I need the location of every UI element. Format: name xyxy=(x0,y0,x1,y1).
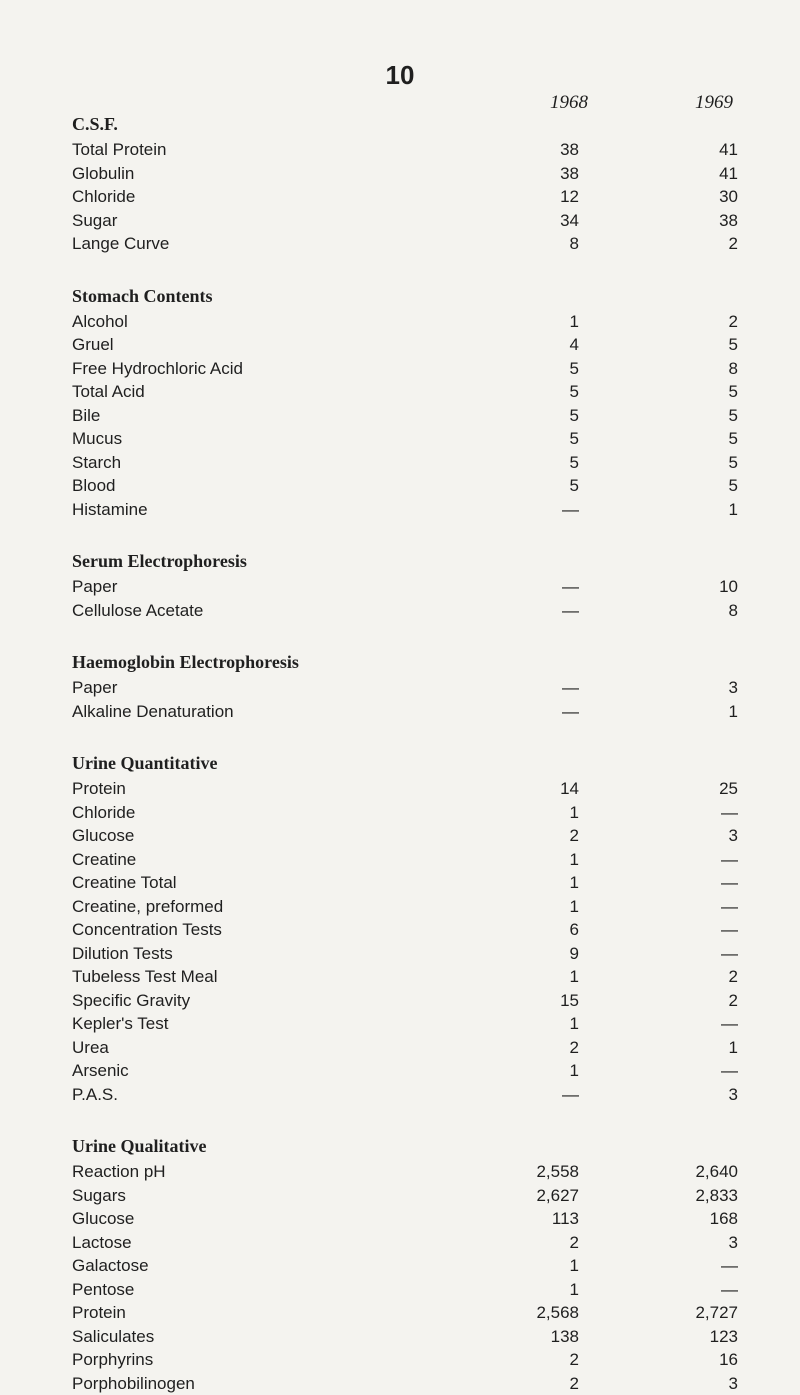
value-1968: 1 xyxy=(570,895,579,919)
table-row xyxy=(72,162,752,186)
section-title: Urine Quantitative xyxy=(72,749,752,777)
table-row xyxy=(72,1160,752,1184)
test-name: Lactose xyxy=(72,1231,132,1255)
test-name: Sugar xyxy=(72,209,117,233)
table-row xyxy=(72,848,752,872)
test-name: Starch xyxy=(72,451,121,475)
value-1968: — xyxy=(562,1083,579,1107)
value-1969: 2,640 xyxy=(695,1160,738,1184)
value-1969: 2 xyxy=(729,965,738,989)
test-name: Saliculates xyxy=(72,1325,154,1349)
value-1968: 1 xyxy=(570,1059,579,1083)
table-row xyxy=(72,380,752,404)
value-1969: 38 xyxy=(719,209,738,233)
value-1969: 123 xyxy=(710,1325,738,1349)
column-header-1968: 1968 xyxy=(550,92,588,114)
value-1969: — xyxy=(721,1012,738,1036)
table-row xyxy=(72,498,752,522)
test-name: Creatine Total xyxy=(72,871,177,895)
table-row xyxy=(72,599,752,623)
value-1968: 2,568 xyxy=(536,1301,579,1325)
value-1968: — xyxy=(562,599,579,623)
table-row xyxy=(72,1083,752,1107)
test-name: Protein xyxy=(72,777,126,801)
value-1969: 1 xyxy=(729,700,738,724)
test-name: Concentration Tests xyxy=(72,918,222,942)
value-1969: 2 xyxy=(729,232,738,256)
value-1969: 3 xyxy=(729,1372,738,1395)
section-title: Urine Qualitative xyxy=(72,1132,752,1160)
table-row xyxy=(72,232,752,256)
value-1969: 2,833 xyxy=(695,1184,738,1208)
value-1969: 1 xyxy=(729,1036,738,1060)
section-spacer xyxy=(72,1106,752,1132)
test-name: Reaction pH xyxy=(72,1160,166,1184)
value-1968: 5 xyxy=(570,380,579,404)
value-1968: 138 xyxy=(551,1325,579,1349)
value-1968: 38 xyxy=(560,138,579,162)
value-1968: 2,558 xyxy=(536,1160,579,1184)
test-name: Chloride xyxy=(72,801,135,825)
value-1969: 5 xyxy=(729,333,738,357)
table-row xyxy=(72,357,752,381)
value-1968: 34 xyxy=(560,209,579,233)
value-1969: — xyxy=(721,895,738,919)
test-name: Alcohol xyxy=(72,310,128,334)
test-name: Lange Curve xyxy=(72,232,169,256)
test-name: Mucus xyxy=(72,427,122,451)
table-row xyxy=(72,676,752,700)
value-1968: 5 xyxy=(570,474,579,498)
test-name: Creatine, preformed xyxy=(72,895,223,919)
table-row xyxy=(72,989,752,1013)
value-1969: 5 xyxy=(729,427,738,451)
table-row xyxy=(72,942,752,966)
table-row xyxy=(72,1278,752,1302)
value-1969: 16 xyxy=(719,1348,738,1372)
value-1968: 2 xyxy=(570,824,579,848)
test-name: Sugars xyxy=(72,1184,126,1208)
value-1969: 3 xyxy=(729,824,738,848)
value-1968: 15 xyxy=(560,989,579,1013)
section-title: Stomach Contents xyxy=(72,282,752,310)
value-1968: 1 xyxy=(570,848,579,872)
test-name: Total Acid xyxy=(72,380,145,404)
test-name: Paper xyxy=(72,676,117,700)
table-row xyxy=(72,1012,752,1036)
table-row xyxy=(72,777,752,801)
test-name: Chloride xyxy=(72,185,135,209)
value-1968: 1 xyxy=(570,1012,579,1036)
test-name: Protein xyxy=(72,1301,126,1325)
test-name: Dilution Tests xyxy=(72,942,173,966)
value-1968: 2 xyxy=(570,1348,579,1372)
section-spacer xyxy=(72,256,752,282)
table-row xyxy=(72,474,752,498)
value-1969: 2 xyxy=(729,989,738,1013)
value-1968: 2 xyxy=(570,1231,579,1255)
test-name: Kepler's Test xyxy=(72,1012,168,1036)
table-row xyxy=(72,918,752,942)
test-name: Free Hydrochloric Acid xyxy=(72,357,243,381)
test-name: Specific Gravity xyxy=(72,989,190,1013)
value-1968: 5 xyxy=(570,357,579,381)
section-title: C.S.F. xyxy=(72,110,752,138)
table-row xyxy=(72,575,752,599)
value-1968: 2 xyxy=(570,1372,579,1395)
value-1968: 8 xyxy=(570,232,579,256)
table-row xyxy=(72,965,752,989)
value-1968: 1 xyxy=(570,310,579,334)
value-1968: 14 xyxy=(560,777,579,801)
table-row xyxy=(72,427,752,451)
table-row xyxy=(72,1254,752,1278)
value-1969: 168 xyxy=(710,1207,738,1231)
test-name: Histamine xyxy=(72,498,148,522)
value-1968: 38 xyxy=(560,162,579,186)
value-1969: — xyxy=(721,801,738,825)
test-name: Urea xyxy=(72,1036,109,1060)
table-row xyxy=(72,185,752,209)
value-1968: — xyxy=(562,498,579,522)
value-1969: 5 xyxy=(729,451,738,475)
value-1969: 1 xyxy=(729,498,738,522)
value-1969: — xyxy=(721,942,738,966)
value-1968: 9 xyxy=(570,942,579,966)
value-1969: 5 xyxy=(729,380,738,404)
test-name: Paper xyxy=(72,575,117,599)
value-1968: 4 xyxy=(570,333,579,357)
value-1968: 1 xyxy=(570,1278,579,1302)
table-row xyxy=(72,700,752,724)
value-1969: 8 xyxy=(729,599,738,623)
section-title: Serum Electrophoresis xyxy=(72,547,752,575)
value-1969: 5 xyxy=(729,474,738,498)
table-row xyxy=(72,1231,752,1255)
value-1969: — xyxy=(721,1278,738,1302)
section-title: Haemoglobin Electrophoresis xyxy=(72,648,752,676)
value-1969: — xyxy=(721,871,738,895)
test-name: Glucose xyxy=(72,1207,134,1231)
table-row xyxy=(72,801,752,825)
test-name: Blood xyxy=(72,474,115,498)
table-row xyxy=(72,871,752,895)
table-row xyxy=(72,1372,752,1395)
table-row xyxy=(72,1059,752,1083)
test-name: P.A.S. xyxy=(72,1083,118,1107)
value-1969: 2,727 xyxy=(695,1301,738,1325)
value-1969: 2 xyxy=(729,310,738,334)
value-1969: — xyxy=(721,918,738,942)
table-row xyxy=(72,1301,752,1325)
value-1969: 8 xyxy=(729,357,738,381)
value-1968: 1 xyxy=(570,801,579,825)
test-name: Galactose xyxy=(72,1254,149,1278)
value-1969: 30 xyxy=(719,185,738,209)
value-1968: 2 xyxy=(570,1036,579,1060)
value-1968: — xyxy=(562,575,579,599)
test-name: Total Protein xyxy=(72,138,167,162)
value-1969: — xyxy=(721,1254,738,1278)
test-name: Creatine xyxy=(72,848,136,872)
test-name: Tubeless Test Meal xyxy=(72,965,218,989)
table-row xyxy=(72,404,752,428)
table-row xyxy=(72,1207,752,1231)
test-name: Glucose xyxy=(72,824,134,848)
value-1968: 6 xyxy=(570,918,579,942)
test-name: Cellulose Acetate xyxy=(72,599,203,623)
value-1968: 1 xyxy=(570,1254,579,1278)
table-row xyxy=(72,824,752,848)
value-1968: 5 xyxy=(570,404,579,428)
section-spacer xyxy=(72,723,752,749)
table-row xyxy=(72,1348,752,1372)
value-1969: — xyxy=(721,848,738,872)
test-name: Porphobilinogen xyxy=(72,1372,195,1395)
test-name: Gruel xyxy=(72,333,114,357)
value-1969: 41 xyxy=(719,138,738,162)
value-1969: 3 xyxy=(729,1231,738,1255)
value-1968: — xyxy=(562,676,579,700)
value-1969: 10 xyxy=(719,575,738,599)
test-name: Arsenic xyxy=(72,1059,129,1083)
test-name: Porphyrins xyxy=(72,1348,153,1372)
table-row xyxy=(72,209,752,233)
table-row xyxy=(72,310,752,334)
value-1969: 3 xyxy=(729,676,738,700)
value-1969: 5 xyxy=(729,404,738,428)
value-1969: — xyxy=(721,1059,738,1083)
table-row xyxy=(72,333,752,357)
table-row xyxy=(72,138,752,162)
value-1969: 3 xyxy=(729,1083,738,1107)
value-1968: 12 xyxy=(560,185,579,209)
column-header-1969: 1969 xyxy=(695,92,733,114)
value-1968: 5 xyxy=(570,427,579,451)
section-spacer xyxy=(72,622,752,648)
value-1968: 1 xyxy=(570,871,579,895)
test-name: Globulin xyxy=(72,162,134,186)
table-row xyxy=(72,451,752,475)
page-number: 10 xyxy=(0,60,800,91)
value-1968: 1 xyxy=(570,965,579,989)
test-name: Pentose xyxy=(72,1278,134,1302)
test-name: Bile xyxy=(72,404,100,428)
lab-test-table xyxy=(72,110,752,1395)
section-spacer xyxy=(72,521,752,547)
table-row xyxy=(72,1325,752,1349)
table-row xyxy=(72,1036,752,1060)
value-1968: 5 xyxy=(570,451,579,475)
value-1968: 113 xyxy=(552,1207,579,1231)
value-1969: 25 xyxy=(719,777,738,801)
table-row xyxy=(72,895,752,919)
value-1969: 41 xyxy=(719,162,738,186)
value-1968: 2,627 xyxy=(536,1184,579,1208)
test-name: Alkaline Denaturation xyxy=(72,700,234,724)
table-row xyxy=(72,1184,752,1208)
value-1968: — xyxy=(562,700,579,724)
